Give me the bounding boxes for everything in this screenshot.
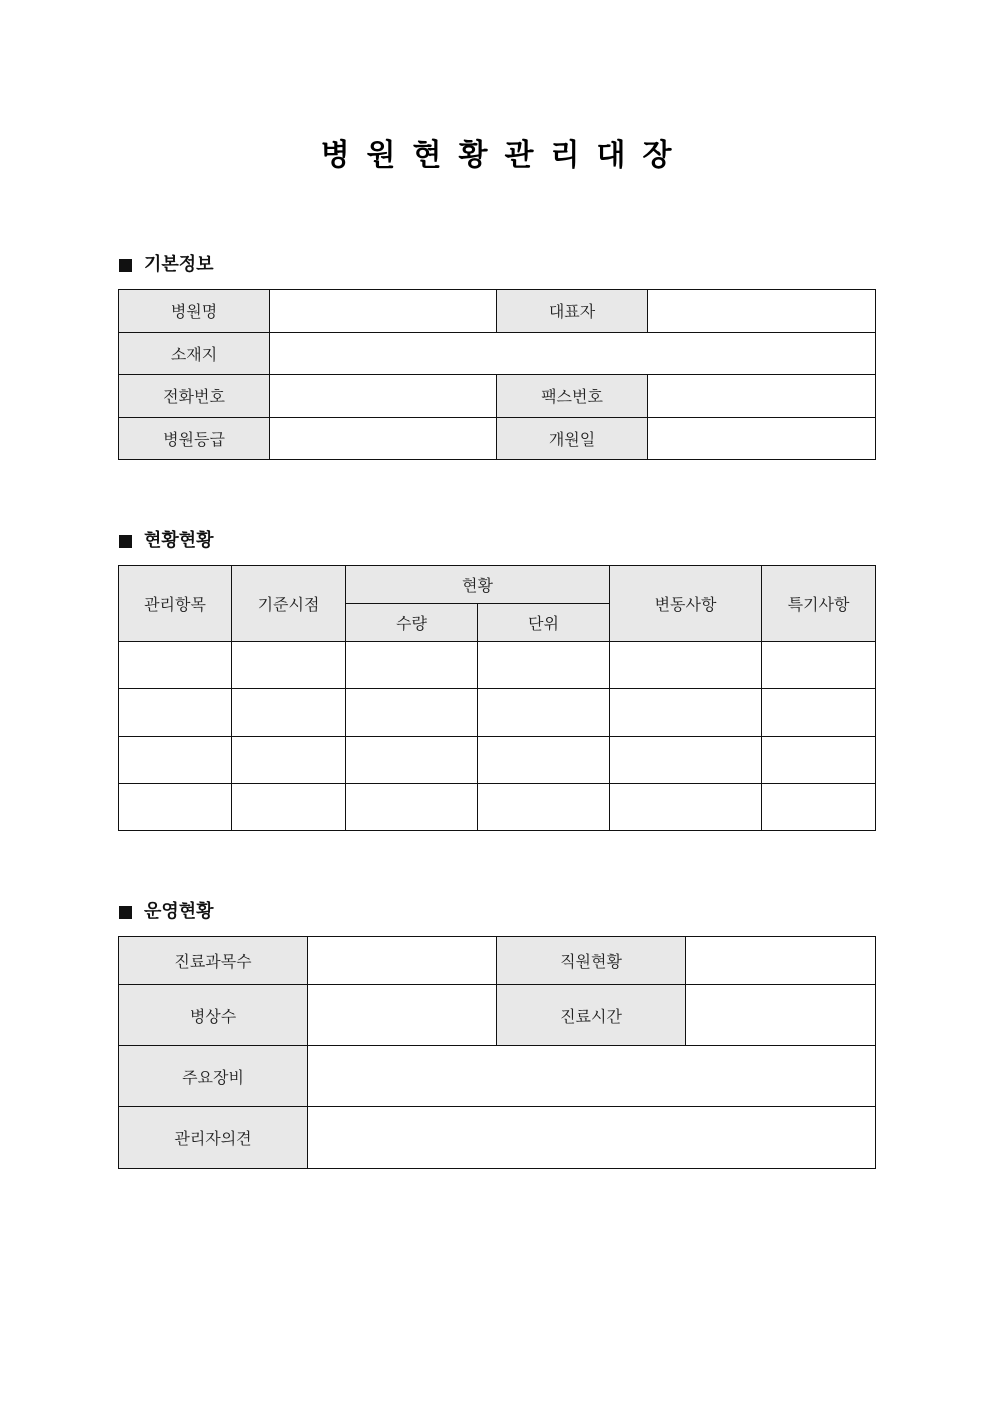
item-cell[interactable] (119, 642, 232, 689)
unit-cell[interactable] (478, 783, 610, 830)
item-cell[interactable] (119, 736, 232, 783)
remarks-cell[interactable] (762, 783, 876, 830)
hospital-name-field[interactable] (270, 290, 497, 333)
equipment-field[interactable] (308, 1046, 876, 1107)
operations-table (118, 936, 876, 1169)
remarks-cell[interactable] (762, 736, 876, 783)
status-table (118, 565, 876, 831)
address-field[interactable] (270, 332, 876, 375)
phone-label: 전화번호 (119, 375, 270, 418)
reference-date-cell[interactable] (232, 642, 346, 689)
fax-field[interactable] (648, 375, 876, 418)
remarks-cell[interactable] (762, 642, 876, 689)
manager-opinion-label: 관리자의견 (119, 1107, 308, 1169)
reference-date-cell[interactable] (232, 689, 346, 736)
table-row (119, 332, 876, 375)
square-bullet-icon (119, 906, 132, 919)
table-row (119, 937, 876, 985)
representative-label: 대표자 (497, 290, 648, 333)
fax-label: 팩스번호 (497, 375, 648, 418)
changes-cell[interactable] (610, 689, 762, 736)
table-row (119, 375, 876, 418)
phone-field[interactable] (270, 375, 497, 418)
column-header-reference-date: 기준시점 (232, 566, 346, 642)
table-row (119, 1046, 876, 1107)
section-heading-label: 기본정보 (144, 254, 214, 275)
item-cell[interactable] (119, 783, 232, 830)
item-cell[interactable] (119, 689, 232, 736)
unit-cell[interactable] (478, 736, 610, 783)
opening-date-label: 개원일 (497, 417, 648, 460)
remarks-cell[interactable] (762, 689, 876, 736)
beds-label: 병상수 (119, 985, 308, 1046)
column-header-changes: 변동사항 (610, 566, 762, 642)
reference-date-cell[interactable] (232, 736, 346, 783)
grade-label: 병원등급 (119, 417, 270, 460)
quantity-cell[interactable] (346, 783, 478, 830)
quantity-cell[interactable] (346, 689, 478, 736)
table-row (119, 290, 876, 333)
departments-label: 진료과목수 (119, 937, 308, 985)
column-header-item: 관리항목 (119, 566, 232, 642)
quantity-cell[interactable] (346, 642, 478, 689)
page-title: 병원현황관리대장 (320, 138, 689, 173)
equipment-label: 주요장비 (119, 1046, 308, 1107)
departments-field[interactable] (308, 937, 497, 985)
address-label: 소재지 (119, 332, 270, 375)
table-row (119, 417, 876, 460)
hospital-name-label: 병원명 (119, 290, 270, 333)
section-heading-operations (119, 900, 214, 924)
table-row (119, 1107, 876, 1169)
table-header-row (119, 566, 876, 604)
column-header-quantity: 수량 (346, 604, 478, 642)
table-row (119, 985, 876, 1046)
table-row (119, 642, 876, 689)
section-heading-label: 현황현황 (144, 530, 214, 551)
reference-date-cell[interactable] (232, 783, 346, 830)
unit-cell[interactable] (478, 689, 610, 736)
section-heading-status (119, 529, 214, 553)
changes-cell[interactable] (610, 783, 762, 830)
column-header-unit: 단위 (478, 604, 610, 642)
hours-label: 진료시간 (497, 985, 686, 1046)
grade-field[interactable] (270, 417, 497, 460)
section-heading-label: 운영현황 (144, 901, 214, 922)
manager-opinion-field[interactable] (308, 1107, 876, 1169)
staff-label: 직원현황 (497, 937, 686, 985)
representative-field[interactable] (648, 290, 876, 333)
opening-date-field[interactable] (648, 417, 876, 460)
section-heading-basic (119, 253, 214, 277)
quantity-cell[interactable] (346, 736, 478, 783)
column-header-remarks: 특기사항 (762, 566, 876, 642)
hours-field[interactable] (686, 985, 876, 1046)
table-row (119, 783, 876, 830)
staff-field[interactable] (686, 937, 876, 985)
column-header-status-group: 현황 (346, 566, 610, 604)
beds-field[interactable] (308, 985, 497, 1046)
square-bullet-icon (119, 535, 132, 548)
basic-info-table (118, 289, 876, 460)
changes-cell[interactable] (610, 642, 762, 689)
unit-cell[interactable] (478, 642, 610, 689)
table-row (119, 689, 876, 736)
changes-cell[interactable] (610, 736, 762, 783)
square-bullet-icon (119, 259, 132, 272)
table-row (119, 736, 876, 783)
